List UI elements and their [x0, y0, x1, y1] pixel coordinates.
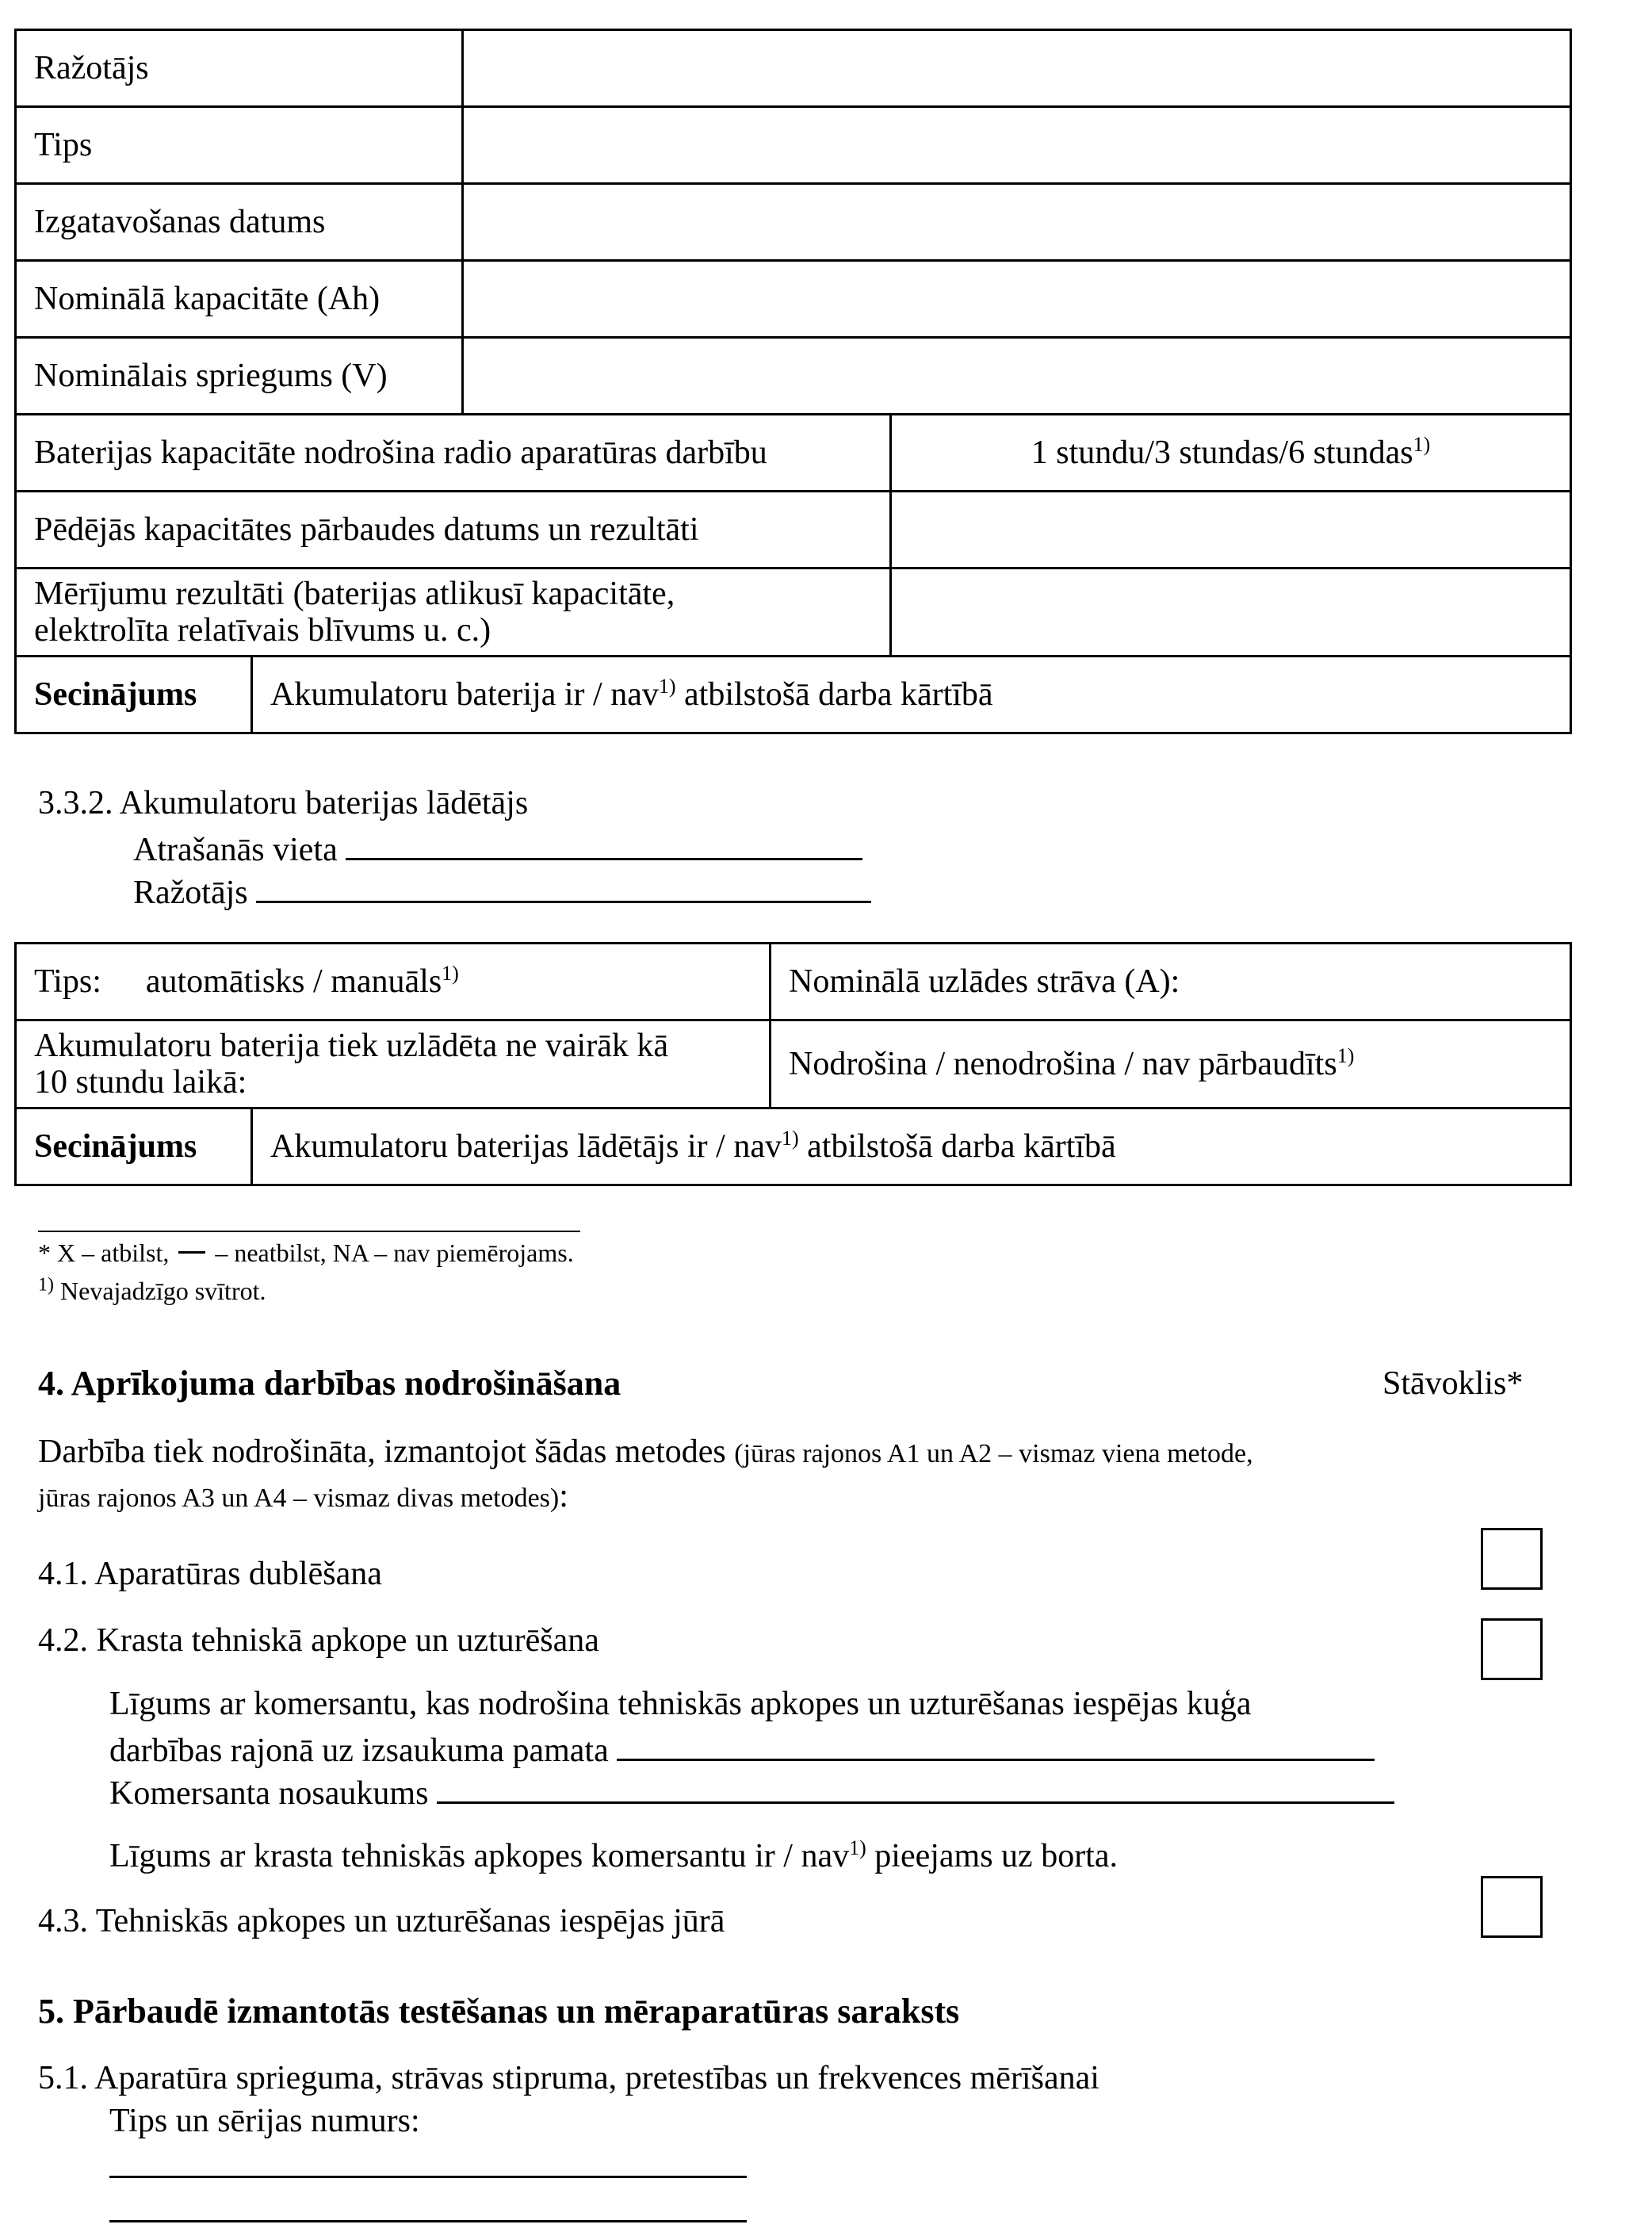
type-value[interactable] [463, 107, 1571, 184]
nominal-voltage-value[interactable] [463, 338, 1571, 415]
item-4-2: 4.2. Krasta tehniskā apkope un uzturēšana [38, 1622, 599, 1659]
charger-type-cell[interactable] [16, 944, 771, 1020]
section4-title: 4. Aprīkojuma darbības nodrošināšana [38, 1364, 621, 1403]
footnote-ref: 1) [442, 962, 459, 985]
nominal-capacity-label: Nominālā kapacitāte (Ah) [16, 261, 463, 338]
charge-options-cell[interactable] [771, 1020, 1571, 1108]
item-4-1: 4.1. Aparatūras dublēšana [38, 1556, 382, 1592]
footnote-ref: 1) [658, 675, 676, 698]
capacity-options[interactable] [891, 415, 1571, 492]
footnote-divider [38, 1231, 580, 1232]
table-row [16, 261, 1571, 338]
table-row [16, 107, 1571, 184]
table-row [16, 944, 1571, 1020]
footnote-ref: 1) [1413, 433, 1431, 456]
footnote-ref: 1) [849, 1836, 866, 1859]
contract-field[interactable] [617, 1729, 1375, 1761]
charger-manufacturer-field[interactable] [256, 871, 871, 903]
contract-available: Līgums ar krasta tehniskās apkopes komersantu ir / nav$^{1)}$ pieejams uz borta. [109, 1836, 1118, 1874]
measurements-value[interactable] [891, 569, 1571, 657]
nominal-capacity-value[interactable] [463, 261, 1571, 338]
table-row [16, 338, 1571, 415]
measurements-line2: elektrolīta relatīvais blīvums u. c.) [34, 612, 491, 649]
charge-time-line1: Akumulatoru baterija tiek uzlādēta ne vairāk kā [34, 1028, 668, 1064]
charger-type-label: Tips: [34, 963, 101, 1000]
company-name-label: Komersanta nosaukums [109, 1775, 429, 1812]
charger-location-field[interactable] [346, 828, 862, 860]
last-test-label: Pēdējās kapacitātes pārbaudes datums un rezultāti [16, 492, 891, 569]
capacity-options-text: 1 stundu/3 stundas/6 stundas [1031, 435, 1413, 471]
charge-time-label [16, 1020, 771, 1108]
battery-table [14, 29, 1572, 734]
charger-location-row [133, 828, 862, 868]
item-4-3: 4.3. Tehniskās apkopes un uzturēšanas iespējas jūrā [38, 1903, 725, 1939]
manufacture-date-value[interactable] [463, 184, 1571, 261]
company-name-field[interactable] [437, 1771, 1394, 1804]
manufacture-date-label: Izgatavošanas datums [16, 184, 463, 261]
footnote-ref: 1) [781, 1127, 799, 1150]
type-label: Tips [16, 107, 463, 184]
capacity-provides-label: Baterijas kapacitāte nodrošina radio aparatūras darbību [16, 415, 891, 492]
charger-location-label: Atrašanās vieta [133, 832, 338, 868]
contract-line2: darbības rajonā uz izsaukuma pamata [109, 1732, 609, 1769]
measurements-label [16, 569, 891, 657]
checkbox-4-1[interactable] [1481, 1528, 1543, 1590]
table-row [16, 184, 1571, 261]
section4-intro-cont: jūras rajonos A3 un A4 – vismaz divas metodes): [38, 1478, 568, 1514]
charge-time-line2: 10 stundu laikā: [34, 1064, 247, 1101]
type-serial-label: Tips un sērijas numurs: [109, 2103, 420, 2139]
charger-type-options: automātisks / manuāls [145, 963, 442, 1000]
charger-conclusion-value[interactable]: Akumulatoru baterijas lādētājs ir / nav$^{1)}$ atbilstošā darba kārtībā [252, 1108, 1571, 1185]
checkbox-4-2[interactable] [1481, 1618, 1543, 1680]
table-row [16, 1108, 1571, 1185]
table-row [16, 569, 1571, 657]
contract-line2-row [109, 1729, 1375, 1769]
footnote-one: $^{1)}$ Nevajadzīgo svītrot. [38, 1274, 266, 1305]
charger-manufacturer-row [133, 871, 871, 911]
table-row [16, 1020, 1571, 1108]
charger-table [14, 942, 1572, 1186]
company-name-row [109, 1771, 1394, 1812]
checkbox-4-3[interactable] [1481, 1876, 1543, 1938]
contract-line1: Līgums ar komersantu, kas nodrošina tehniskās apkopes un uzturēšanas iespējas kuģa [109, 1686, 1252, 1722]
section5-title: 5. Pārbaudē izmantotās testēšanas un mēraparatūras saraksts [38, 1992, 960, 2031]
footnote-ref: 1) [1337, 1044, 1355, 1067]
charger-conclusion-label: Secinājums [16, 1108, 252, 1185]
measurements-line1: Mērījumu rezultāti (baterijas atlikusī kapacitāte, [34, 576, 675, 612]
charger-manufacturer-label: Ražotājs [133, 875, 248, 911]
conclusion-value[interactable]: Akumulatoru baterija ir / nav$^{1)}$ atbilstošā darba kārtībā [252, 657, 1571, 733]
table-row [16, 492, 1571, 569]
item-5-1: 5.1. Aparatūra sprieguma, strāvas stipruma, pretestības un frekvences mērīšanai [38, 2060, 1099, 2096]
manufacturer-label: Ražotājs [16, 30, 463, 107]
manufacturer-value[interactable] [463, 30, 1571, 107]
charger-heading: 3.3.2. Akumulatoru baterijas lādētājs [38, 785, 529, 821]
status-label: Stāvoklis* [1382, 1365, 1524, 1402]
section4-intro: Darbība tiek nodrošināta, izmantojot šādas metodes (jūras rajonos A1 un A2 – vismaz viena metode, [38, 1434, 1253, 1470]
charge-options: Nodrošina / nenodrošina / nav pārbaudīts [789, 1046, 1337, 1082]
dash-mark [178, 1251, 205, 1254]
nominal-voltage-label: Nominālais spriegums (V) [16, 338, 463, 415]
table-row [16, 30, 1571, 107]
table-row [16, 415, 1571, 492]
footnote-star: * X – atbilst, – neatbilst, NA – nav piemērojams. [38, 1239, 574, 1267]
last-test-value[interactable] [891, 492, 1571, 569]
footnote-mark: 1) [38, 1274, 54, 1296]
conclusion-label: Secinājums [16, 657, 252, 733]
serial-line-2[interactable] [109, 2220, 747, 2222]
rated-current-cell[interactable]: Nominālā uzlādes strāva (A): [771, 944, 1571, 1020]
serial-line-1[interactable] [109, 2176, 747, 2178]
table-row [16, 657, 1571, 733]
